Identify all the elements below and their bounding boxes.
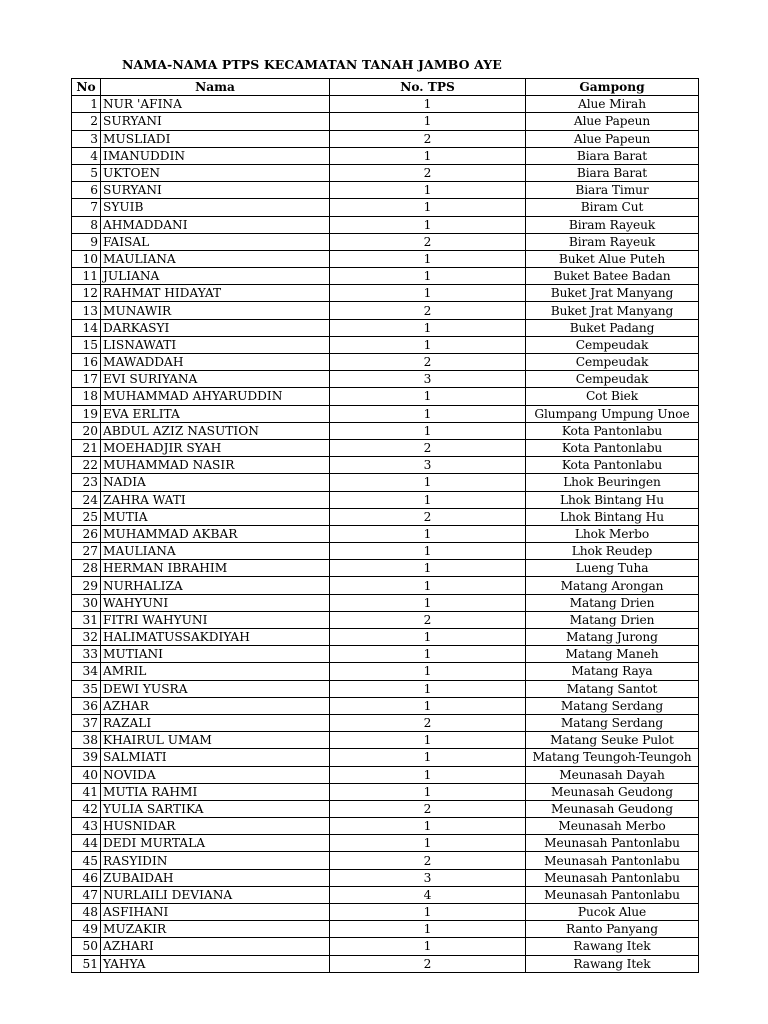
cell-tps: 1 xyxy=(330,629,526,646)
table-row xyxy=(72,646,699,663)
cell-tps: 3 xyxy=(330,457,526,474)
cell-nama: HERMAN IBRAHIM xyxy=(101,560,330,577)
table-row xyxy=(72,749,699,766)
cell-gampong: Alue Mirah xyxy=(526,96,699,113)
cell-no: 42 xyxy=(72,800,101,817)
cell-gampong: Pucok Alue xyxy=(526,904,699,921)
cell-tps: 1 xyxy=(330,319,526,336)
cell-gampong: Matang Arongan xyxy=(526,577,699,594)
cell-gampong: Lhok Merbo xyxy=(526,525,699,542)
cell-no: 18 xyxy=(72,388,101,405)
cell-no: 8 xyxy=(72,216,101,233)
cell-nama: DEWI YUSRA xyxy=(101,680,330,697)
cell-nama: WAHYUNI xyxy=(101,594,330,611)
table-body xyxy=(72,96,699,973)
cell-tps: 1 xyxy=(330,646,526,663)
cell-gampong: Cempeudak xyxy=(526,371,699,388)
cell-nama: MUTIA RAHMI xyxy=(101,783,330,800)
cell-gampong: Kota Pantonlabu xyxy=(526,457,699,474)
table-row xyxy=(72,783,699,800)
cell-tps: 1 xyxy=(330,199,526,216)
cell-nama: MUTIA xyxy=(101,508,330,525)
cell-no: 45 xyxy=(72,852,101,869)
cell-no: 40 xyxy=(72,766,101,783)
cell-no: 24 xyxy=(72,491,101,508)
table-row xyxy=(72,921,699,938)
table-row xyxy=(72,886,699,903)
cell-nama: YULIA SARTIKA xyxy=(101,800,330,817)
table-row xyxy=(72,938,699,955)
table-row xyxy=(72,474,699,491)
cell-no: 20 xyxy=(72,422,101,439)
cell-tps: 1 xyxy=(330,216,526,233)
cell-gampong: Matang Drien xyxy=(526,611,699,628)
cell-tps: 1 xyxy=(330,680,526,697)
cell-tps: 1 xyxy=(330,113,526,130)
table-row xyxy=(72,835,699,852)
cell-gampong: Matang Maneh xyxy=(526,646,699,663)
cell-nama: MUZAKIR xyxy=(101,921,330,938)
table-row xyxy=(72,663,699,680)
table-row xyxy=(72,285,699,302)
cell-tps: 2 xyxy=(330,130,526,147)
cell-nama: KHAIRUL UMAM xyxy=(101,732,330,749)
cell-tps: 1 xyxy=(330,921,526,938)
cell-nama: RAZALI xyxy=(101,714,330,731)
cell-tps: 2 xyxy=(330,955,526,972)
table-row xyxy=(72,130,699,147)
table-row xyxy=(72,182,699,199)
cell-nama: MUHAMMAD NASIR xyxy=(101,457,330,474)
cell-tps: 1 xyxy=(330,525,526,542)
cell-tps: 1 xyxy=(330,147,526,164)
cell-no: 19 xyxy=(72,405,101,422)
cell-gampong: Rawang Itek xyxy=(526,955,699,972)
cell-tps: 3 xyxy=(330,371,526,388)
cell-no: 46 xyxy=(72,869,101,886)
cell-no: 31 xyxy=(72,611,101,628)
table-row xyxy=(72,457,699,474)
cell-no: 2 xyxy=(72,113,101,130)
table-row xyxy=(72,164,699,181)
cell-nama: MAULIANA xyxy=(101,250,330,267)
cell-gampong: Meunasah Dayah xyxy=(526,766,699,783)
cell-tps: 3 xyxy=(330,869,526,886)
cell-no: 38 xyxy=(72,732,101,749)
header-nama: Nama xyxy=(101,79,330,96)
cell-nama: SALMIATI xyxy=(101,749,330,766)
cell-tps: 1 xyxy=(330,594,526,611)
table-row xyxy=(72,250,699,267)
cell-no: 29 xyxy=(72,577,101,594)
cell-gampong: Lhok Bintang Hu xyxy=(526,491,699,508)
cell-gampong: Meunasah Geudong xyxy=(526,800,699,817)
cell-nama: ABDUL AZIZ NASUTION xyxy=(101,422,330,439)
table-row xyxy=(72,611,699,628)
cell-nama: AHMADDANI xyxy=(101,216,330,233)
cell-no: 33 xyxy=(72,646,101,663)
cell-no: 34 xyxy=(72,663,101,680)
cell-nama: MAWADDAH xyxy=(101,354,330,371)
cell-tps: 1 xyxy=(330,422,526,439)
cell-tps: 2 xyxy=(330,800,526,817)
cell-no: 41 xyxy=(72,783,101,800)
table-row xyxy=(72,697,699,714)
cell-tps: 1 xyxy=(330,336,526,353)
cell-tps: 1 xyxy=(330,250,526,267)
cell-no: 9 xyxy=(72,233,101,250)
cell-tps: 1 xyxy=(330,577,526,594)
cell-gampong: Buket Alue Puteh xyxy=(526,250,699,267)
table-row xyxy=(72,577,699,594)
cell-tps: 1 xyxy=(330,474,526,491)
table-row xyxy=(72,96,699,113)
cell-no: 39 xyxy=(72,749,101,766)
cell-gampong: Matang Jurong xyxy=(526,629,699,646)
cell-gampong: Matang Serdang xyxy=(526,714,699,731)
table-row xyxy=(72,388,699,405)
cell-no: 51 xyxy=(72,955,101,972)
cell-tps: 1 xyxy=(330,938,526,955)
cell-gampong: Matang Drien xyxy=(526,594,699,611)
cell-no: 23 xyxy=(72,474,101,491)
cell-nama: AZHARI xyxy=(101,938,330,955)
cell-gampong: Glumpang Umpung Unoe xyxy=(526,405,699,422)
table-row xyxy=(72,629,699,646)
cell-gampong: Alue Papeun xyxy=(526,130,699,147)
cell-no: 6 xyxy=(72,182,101,199)
cell-gampong: Biara Barat xyxy=(526,147,699,164)
cell-tps: 2 xyxy=(330,302,526,319)
cell-nama: YAHYA xyxy=(101,955,330,972)
cell-gampong: Kota Pantonlabu xyxy=(526,422,699,439)
cell-gampong: Meunasah Pantonlabu xyxy=(526,852,699,869)
cell-no: 50 xyxy=(72,938,101,955)
cell-nama: NADIA xyxy=(101,474,330,491)
cell-gampong: Meunasah Pantonlabu xyxy=(526,869,699,886)
cell-tps: 1 xyxy=(330,96,526,113)
cell-nama: MUNAWIR xyxy=(101,302,330,319)
cell-gampong: Matang Raya xyxy=(526,663,699,680)
table-row xyxy=(72,852,699,869)
cell-nama: HALIMATUSSAKDIYAH xyxy=(101,629,330,646)
cell-no: 49 xyxy=(72,921,101,938)
cell-tps: 1 xyxy=(330,697,526,714)
table-row xyxy=(72,732,699,749)
table-row xyxy=(72,302,699,319)
cell-nama: DEDI MURTALA xyxy=(101,835,330,852)
table-row xyxy=(72,766,699,783)
cell-no: 25 xyxy=(72,508,101,525)
table-row xyxy=(72,818,699,835)
table-row xyxy=(72,439,699,456)
cell-tps: 1 xyxy=(330,388,526,405)
cell-no: 13 xyxy=(72,302,101,319)
cell-nama: AZHAR xyxy=(101,697,330,714)
cell-no: 7 xyxy=(72,199,101,216)
cell-gampong: Lhok Reudep xyxy=(526,543,699,560)
header-no: No xyxy=(72,79,101,96)
table-row xyxy=(72,233,699,250)
cell-nama: NUR 'AFINA xyxy=(101,96,330,113)
cell-gampong: Rawang Itek xyxy=(526,938,699,955)
cell-nama: ZAHRA WATI xyxy=(101,491,330,508)
cell-gampong: Meunasah Geudong xyxy=(526,783,699,800)
cell-nama: DARKASYI xyxy=(101,319,330,336)
cell-tps: 1 xyxy=(330,835,526,852)
cell-gampong: Biara Timur xyxy=(526,182,699,199)
cell-gampong: Matang Teungoh-Teungoh xyxy=(526,749,699,766)
ptps-table xyxy=(71,78,699,973)
cell-tps: 2 xyxy=(330,354,526,371)
cell-no: 14 xyxy=(72,319,101,336)
cell-nama: MUHAMMAD AHYARUDDIN xyxy=(101,388,330,405)
cell-no: 47 xyxy=(72,886,101,903)
cell-no: 3 xyxy=(72,130,101,147)
cell-nama: MOEHADJIR SYAH xyxy=(101,439,330,456)
cell-nama: EVA ERLITA xyxy=(101,405,330,422)
table-row xyxy=(72,904,699,921)
cell-no: 22 xyxy=(72,457,101,474)
cell-gampong: Buket Padang xyxy=(526,319,699,336)
cell-tps: 1 xyxy=(330,732,526,749)
cell-gampong: Biram Rayeuk xyxy=(526,216,699,233)
cell-no: 16 xyxy=(72,354,101,371)
cell-gampong: Lhok Beuringen xyxy=(526,474,699,491)
cell-nama: NOVIDA xyxy=(101,766,330,783)
cell-tps: 1 xyxy=(330,818,526,835)
cell-no: 48 xyxy=(72,904,101,921)
cell-no: 43 xyxy=(72,818,101,835)
table-row xyxy=(72,560,699,577)
table-row xyxy=(72,371,699,388)
table-row xyxy=(72,354,699,371)
cell-no: 5 xyxy=(72,164,101,181)
cell-no: 11 xyxy=(72,268,101,285)
cell-nama: ZUBAIDAH xyxy=(101,869,330,886)
cell-nama: RASYIDIN xyxy=(101,852,330,869)
table-row xyxy=(72,594,699,611)
table-row xyxy=(72,199,699,216)
cell-nama: MUSLIADI xyxy=(101,130,330,147)
cell-nama: FAISAL xyxy=(101,233,330,250)
cell-gampong: Biram Rayeuk xyxy=(526,233,699,250)
cell-gampong: Meunasah Pantonlabu xyxy=(526,886,699,903)
cell-tps: 2 xyxy=(330,508,526,525)
cell-nama: MUHAMMAD AKBAR xyxy=(101,525,330,542)
cell-tps: 1 xyxy=(330,268,526,285)
cell-nama: FITRI WAHYUNI xyxy=(101,611,330,628)
cell-no: 15 xyxy=(72,336,101,353)
cell-tps: 2 xyxy=(330,233,526,250)
cell-gampong: Cempeudak xyxy=(526,336,699,353)
cell-gampong: Lhok Bintang Hu xyxy=(526,508,699,525)
cell-gampong: Lueng Tuha xyxy=(526,560,699,577)
table-row xyxy=(72,800,699,817)
table-row xyxy=(72,147,699,164)
table-header-row xyxy=(72,79,699,96)
cell-gampong: Cot Biek xyxy=(526,388,699,405)
cell-tps: 2 xyxy=(330,164,526,181)
cell-tps: 2 xyxy=(330,852,526,869)
cell-gampong: Meunasah Merbo xyxy=(526,818,699,835)
cell-no: 32 xyxy=(72,629,101,646)
cell-no: 44 xyxy=(72,835,101,852)
table-row xyxy=(72,869,699,886)
cell-gampong: Ranto Panyang xyxy=(526,921,699,938)
cell-gampong: Kota Pantonlabu xyxy=(526,439,699,456)
cell-nama: SYUIB xyxy=(101,199,330,216)
table-row xyxy=(72,336,699,353)
cell-no: 26 xyxy=(72,525,101,542)
cell-gampong: Meunasah Pantonlabu xyxy=(526,835,699,852)
cell-nama: MUTIANI xyxy=(101,646,330,663)
table-row xyxy=(72,525,699,542)
cell-tps: 1 xyxy=(330,749,526,766)
cell-tps: 1 xyxy=(330,904,526,921)
cell-no: 36 xyxy=(72,697,101,714)
cell-tps: 1 xyxy=(330,491,526,508)
cell-tps: 1 xyxy=(330,663,526,680)
table-row xyxy=(72,955,699,972)
cell-tps: 2 xyxy=(330,439,526,456)
cell-gampong: Buket Jrat Manyang xyxy=(526,302,699,319)
table-row xyxy=(72,508,699,525)
table-row xyxy=(72,268,699,285)
table-row xyxy=(72,491,699,508)
cell-nama: IMANUDDIN xyxy=(101,147,330,164)
table-row xyxy=(72,216,699,233)
cell-gampong: Alue Papeun xyxy=(526,113,699,130)
cell-nama: NURHALIZA xyxy=(101,577,330,594)
cell-tps: 1 xyxy=(330,766,526,783)
cell-nama: LISNAWATI xyxy=(101,336,330,353)
cell-nama: UKTOEN xyxy=(101,164,330,181)
cell-nama: RAHMAT HIDAYAT xyxy=(101,285,330,302)
cell-nama: MAULIANA xyxy=(101,543,330,560)
cell-no: 17 xyxy=(72,371,101,388)
cell-tps: 1 xyxy=(330,182,526,199)
cell-gampong: Cempeudak xyxy=(526,354,699,371)
table-row xyxy=(72,405,699,422)
table-row xyxy=(72,422,699,439)
cell-no: 27 xyxy=(72,543,101,560)
cell-no: 28 xyxy=(72,560,101,577)
cell-tps: 1 xyxy=(330,285,526,302)
cell-gampong: Matang Santot xyxy=(526,680,699,697)
table-row xyxy=(72,543,699,560)
cell-no: 12 xyxy=(72,285,101,302)
table-row xyxy=(72,113,699,130)
cell-tps: 2 xyxy=(330,714,526,731)
cell-gampong: Matang Seuke Pulot xyxy=(526,732,699,749)
cell-nama: EVI SURIYANA xyxy=(101,371,330,388)
cell-tps: 1 xyxy=(330,560,526,577)
cell-gampong: Biram Cut xyxy=(526,199,699,216)
cell-nama: AMRIL xyxy=(101,663,330,680)
document-title: NAMA-NAMA PTPS KECAMATAN TANAH JAMBO AYE xyxy=(122,57,502,72)
cell-gampong: Buket Jrat Manyang xyxy=(526,285,699,302)
cell-nama: SURYANI xyxy=(101,113,330,130)
cell-no: 35 xyxy=(72,680,101,697)
cell-no: 4 xyxy=(72,147,101,164)
cell-no: 1 xyxy=(72,96,101,113)
cell-nama: SURYANI xyxy=(101,182,330,199)
cell-no: 10 xyxy=(72,250,101,267)
cell-gampong: Biara Barat xyxy=(526,164,699,181)
cell-nama: ASFIHANI xyxy=(101,904,330,921)
table-row xyxy=(72,319,699,336)
cell-tps: 1 xyxy=(330,543,526,560)
cell-nama: NURLAILI DEVIANA xyxy=(101,886,330,903)
cell-gampong: Buket Batee Badan xyxy=(526,268,699,285)
table-row xyxy=(72,680,699,697)
cell-no: 37 xyxy=(72,714,101,731)
cell-tps: 1 xyxy=(330,405,526,422)
cell-no: 30 xyxy=(72,594,101,611)
cell-tps: 1 xyxy=(330,783,526,800)
cell-gampong: Matang Serdang xyxy=(526,697,699,714)
table-row xyxy=(72,714,699,731)
cell-tps: 2 xyxy=(330,611,526,628)
header-gampong: Gampong xyxy=(526,79,699,96)
header-tps: No. TPS xyxy=(330,79,526,96)
cell-tps: 4 xyxy=(330,886,526,903)
cell-nama: HUSNIDAR xyxy=(101,818,330,835)
cell-nama: JULIANA xyxy=(101,268,330,285)
cell-no: 21 xyxy=(72,439,101,456)
